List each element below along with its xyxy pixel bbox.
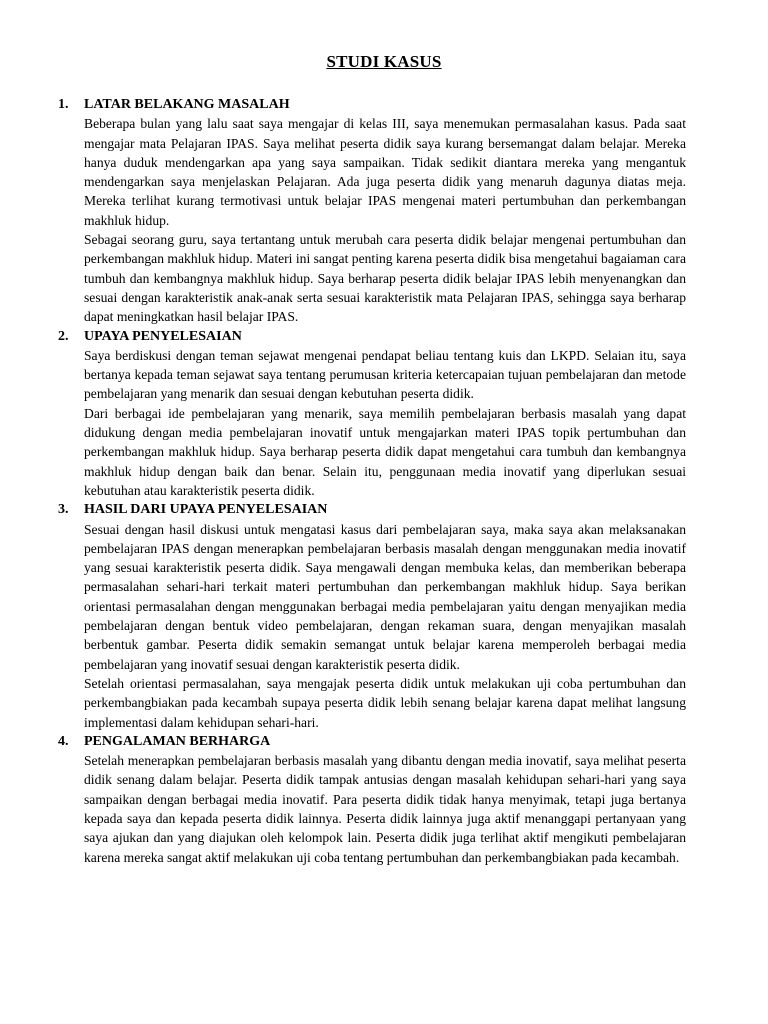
section-latar-belakang-masalah: [58, 95, 686, 327]
section-hasil-dari-upaya-penyelesaian: [58, 500, 686, 732]
section-paragraph: Dari berbagai ide pembelajaran yang menarik, saya memilih pembelajaran berbasis masalah yang dapat didukung dengan media pembelajaran inovatif untuk mengajarkan materi IPAS topik pertumbuhan dan perkembangan makhluk hidup. Saya berharap peserta didik dapat mengetahui cara tumbuh dan kembangnya makhluk hidup dengan baik dan benar. Selain itu, penggunaan media inovatif yang diperlukan sesuai kebutuhan atau karakteristik peserta didik.: [84, 405, 686, 498]
section-paragraph: Setelah menerapkan pembelajaran berbasis masalah yang dibantu dengan media inovatif, saya melihat peserta didik senang dalam belajar. Peserta didik tampak antusias dengan masalah kehidupan sehari-hari yang saya sampaikan dengan berbagai media inovatif. Para peserta didik tidak hanya menyimak, tetapi juga bertanya kepada saya dan kepada peserta didik lainnya. Peserta didik lainnya juga aktif menanggapi pertanyaan yang saya ajukan dan yang diajukan oleh kelompok lain. Peserta didik juga terlihat aktif mengikuti pembelajaran karena mereka sangat aktif melakukan uji coba tentang pertumbuhan dan perkembangbiakan pada kecambah.: [84, 753, 686, 865]
section-heading-text: HASIL DARI UPAYA PENYELESAIAN: [84, 502, 328, 518]
section-heading: [58, 327, 686, 346]
section-paragraph: Beberapa bulan yang lalu saat saya mengajar di kelas III, saya menemukan permasalahan kasus. Pada saat mengajar mata Pelajaran IPAS. Saya melihat peserta didik saya kurang bersemangat dalam belajar. Mereka hanya duduk mendengarkan apa yang saya sampaikan. Tidak sedikit diantara mereka yang mengantuk mendengarkan saya menjelaskan Pelajaran. Ada juga peserta didik yang menaruh dagunya diatas meja. Mereka terlihat kurang termotivasi untuk belajar IPAS mengenai materi pertumbuhan dan perkembangan makhluk hidup.: [84, 116, 686, 228]
section-heading: [58, 732, 686, 751]
section-heading: [58, 95, 686, 114]
section-paragraph: Sesuai dengan hasil diskusi untuk mengatasi kasus dari pembelajaran saya, maka saya akan melaksanakan pembelajaran IPAS dengan menerapkan pembelajaran berbasis masalah dengan menggunakan media inovatif yang sesuai karakteristik peserta didik. Saya mengawali dengan membuka kelas, dan memberikan beberapa permasalahan sehari-hari terkait materi pertumbuhan dan perkembangan makhluk hidup. Saya berikan orientasi permasalahan dengan menggunakan berbagai media pembelajaran yaitu dengan menyajikan media pembelajaran dengan bentuk video pembelajaran, dengan rekaman suara, dengan menyajikan masalah berbentuk gambar. Peserta didik semakin semangat untuk belajar karena memperoleh berbagai media pembelajaran yang inovatif sesuai dengan karakteristik peserta didik.: [84, 521, 686, 672]
section-heading: [58, 500, 686, 519]
section-heading-text: LATAR BELAKANG MASALAH: [84, 97, 290, 112]
document-body: [58, 95, 686, 867]
section-pengalaman-berharga: [58, 732, 686, 867]
section-number: 1.: [58, 97, 69, 112]
document-title: STUDI KASUS: [326, 52, 442, 71]
section-number: 2.: [58, 328, 69, 344]
section-heading-text: UPAYA PENYELESAIAN: [84, 328, 242, 344]
section-heading-text: PENGALAMAN BERHARGA: [84, 733, 271, 749]
section-paragraph: Saya berdiskusi dengan teman sejawat mengenai pendapat beliau tentang kuis dan LKPD. Selaian itu, saya bertanya kepada teman sejawat saya tentang perumusan kriteria ketercapaian tujuan pembelajaran dan metode pembelajaran yang menarik dan sesuai dengan kebutuhan peserta didik.: [84, 347, 686, 402]
section-paragraph: Sebagai seorang guru, saya tertantang untuk merubah cara peserta didik belajar mengenai pertumbuhan dan perkembangan makhluk hidup. Materi ini sangat penting karena peserta didik bisa mengetahui bagaiaman cara tumbuh dan kembangnya makhluk hidup. Saya berharap peserta didik belajar IPAS lebih menyenangkan dan sesuai dengan karakteristik anak-anak serta sesuai karakteristik mata Pelajaran IPAS, sehingga saya berharap dapat meningkatkan hasil belajar IPAS.: [84, 232, 686, 325]
section-number: 4.: [58, 733, 69, 749]
section-upaya-penyelesaian: [58, 327, 686, 501]
section-number: 3.: [58, 502, 69, 518]
section-paragraph: Setelah orientasi permasalahan, saya mengajak peserta didik untuk melakukan uji coba pertumbuhan dan perkembangbiakan pada kecambah supaya peserta didik lebih senang belajar karena dapat melihat langsung implementasi dalam kehidupan sehari-hari.: [84, 675, 686, 730]
